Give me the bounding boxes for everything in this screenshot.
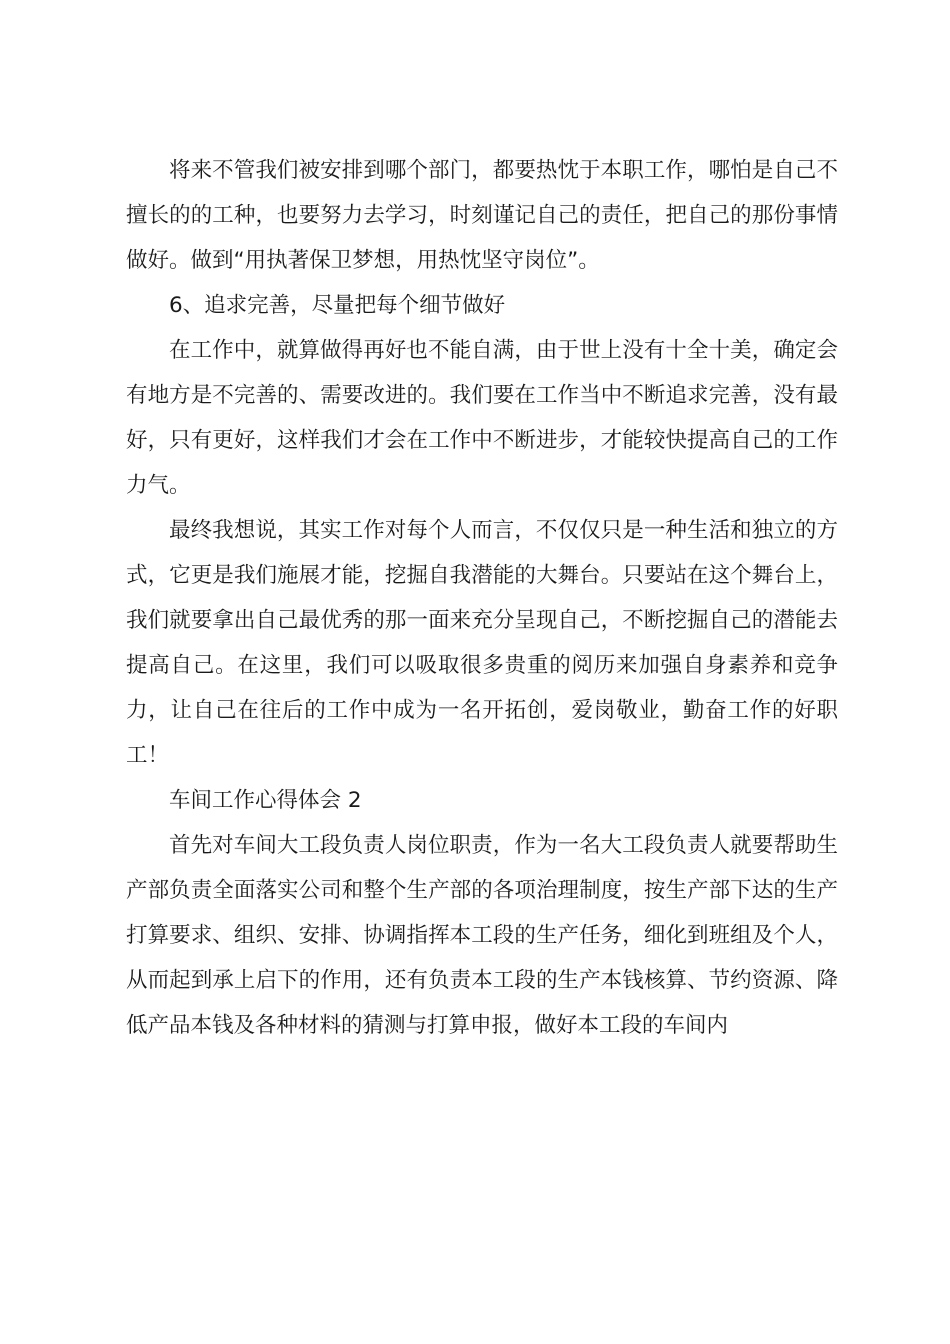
document-body (126, 148, 838, 1048)
paragraph-2: 在工作中，就算做得再好也不能自满，由于世上没有十全十美，确定会有地方是不完善的、需要改进的。我们要在工作当中不断追求完善，没有最好，只有更好，这样我们才会在工作中不断进步，才能较快提高自己的工作力气。 (126, 338, 838, 498)
paragraph-4: 首先对车间大工段负责人岗位职责，作为一名大工段负责人就要帮助生产部负责全面落实公司和整个生产部的各项治理制度，按生产部下达的生产打算要求、组织、安排、协调指挥本工段的生产任务，细化到班组及个人，从而起到承上启下的作用，还有负责本工段的生产本钱核算、节约资源、降低产品本钱及各种材料的猜测与打算申报，做好本工段的车间内 (126, 833, 838, 1038)
section-heading-6: 6、追求完善，尽量把每个细节做好 (169, 293, 506, 318)
paragraph-3: 最终我想说，其实工作对每个人而言，不仅仅只是一种生活和独立的方式，它更是我们施展才能，挖掘自我潜能的大舞台。只要站在这个舞台上，我们就要拿出自己最优秀的那一面来充分呈现自己，不断挖掘自己的潜能去提高自己。在这里，我们可以吸取很多贵重的阅历来加强自身素养和竞争力，让自己在往后的工作中成为一名开拓创，爱岗敬业，勤奋工作的好职工！ (126, 518, 838, 768)
paragraph-1: 将来不管我们被安排到哪个部门，都要热忱于本职工作，哪怕是自己不擅长的的工种，也要努力去学习，时刻谨记自己的责任，把自己的那份事情做好。做到“用执著保卫梦想，用热忱坚守岗位”。 (126, 158, 838, 273)
article-title-2: 车间工作心得体会 2 (169, 788, 362, 813)
